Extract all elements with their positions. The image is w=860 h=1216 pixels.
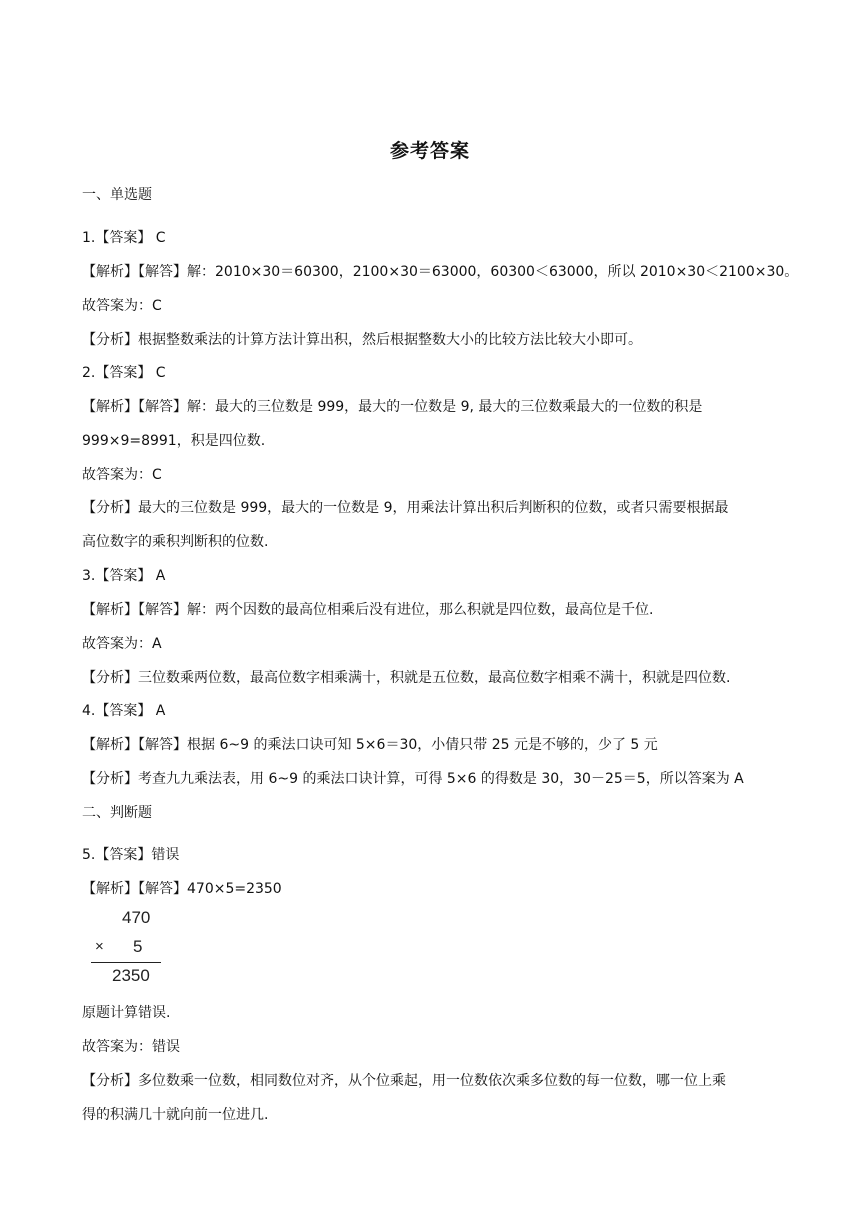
explanation-4: 【解析】【解答】根据 6~9 的乘法口诀可知 5×6＝30，小倩只带 25 元是不够的，少了 5 元 <box>82 737 658 753</box>
conclusion-5: 故答案为：错误 <box>82 1039 180 1055</box>
conclusion-1: 故答案为：C <box>82 298 162 314</box>
explanation-3: 【解析】【解答】解：两个因数的最高位相乘后没有进位，那么积就是四位数，最高位是千位. <box>82 602 654 618</box>
calc-multiplier: 5 <box>133 937 143 956</box>
section-heading-single-choice: 一、单选题 <box>82 187 152 203</box>
answer-4: 4.【答案】 A <box>82 703 166 719</box>
answer-3: 3.【答案】 A <box>82 568 166 584</box>
section-heading-true-false: 二、判断题 <box>82 805 152 821</box>
calc-underline <box>91 962 161 963</box>
explanation-1: 【解析】【解答】解：2010×30＝60300，2100×30＝63000，60300＜63000，所以 2010×30＜2100×30。 <box>82 264 799 280</box>
conclusion-3: 故答案为：A <box>82 636 162 652</box>
explanation-5: 【解析】【解答】470×5=2350 <box>82 881 282 897</box>
page-title: 参考答案 <box>389 140 470 162</box>
analysis-4: 【分析】考查九九乘法表，用 6~9 的乘法口诀计算，可得 5×6 的得数是 30，30－25＝5，所以答案为 A <box>82 771 744 787</box>
analysis-2-line-1: 【分析】最大的三位数是 999，最大的一位数是 9，用乘法计算出积后判断积的位数，或者只需要根据最 <box>82 500 729 516</box>
analysis-5-line-1: 【分析】多位数乘一位数，相同数位对齐，从个位乘起，用一位数依次乘多位数的每一位数，哪一位上乘 <box>82 1073 726 1089</box>
conclusion-2: 故答案为：C <box>82 467 162 483</box>
calc-operator: × <box>95 938 104 955</box>
analysis-5-line-2: 得的积满几十就向前一位进几. <box>82 1107 269 1123</box>
analysis-3: 【分析】三位数乘两位数，最高位数字相乘满十，积就是五位数，最高位数字相乘不满十，积就是四位数. <box>82 670 731 686</box>
answer-2: 2.【答案】 C <box>82 365 166 381</box>
answer-5: 5.【答案】错误 <box>82 847 180 863</box>
vertical-multiplication <box>86 906 176 992</box>
analysis-1: 【分析】根据整数乘法的计算方法计算出积，然后根据整数大小的比较方法比较大小即可。 <box>82 332 642 348</box>
result-5: 原题计算错误. <box>82 1005 171 1021</box>
analysis-2-line-2: 高位数字的乘积判断积的位数. <box>82 534 269 550</box>
explanation-2-line-2: 999×9=8991，积是四位数. <box>82 433 266 449</box>
answer-1: 1.【答案】 C <box>82 230 166 246</box>
calc-product: 2350 <box>112 966 150 985</box>
explanation-2-line-1: 【解析】【解答】解：最大的三位数是 999，最大的一位数是 9, 最大的三位数乘最大的一位数的积是 <box>82 399 703 415</box>
calc-multiplicand: 470 <box>122 908 151 927</box>
